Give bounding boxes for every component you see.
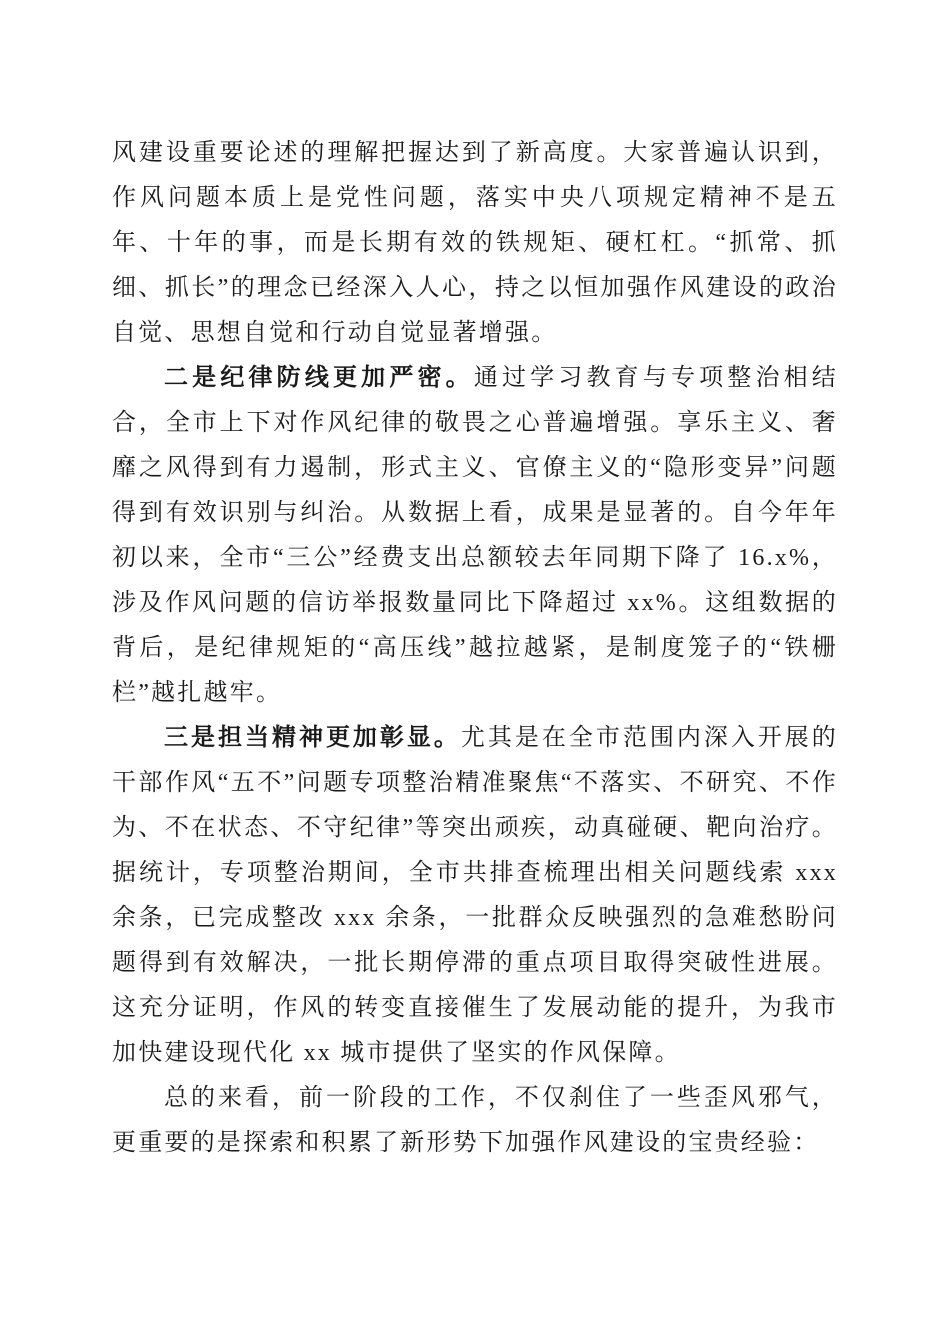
paragraph-point-three xyxy=(112,716,838,1076)
paragraph-text: 风建设重要论述的理解把握达到了新高度。大家普遍认识到，作风问题本质上是党性问题，落实中央八项规定精神不是五年、十年的事，而是长期有效的铁规矩、硬杠杠。“抓常、抓细、抓长”的理念已经深入人心，持之以恒加强作风建设的政治自觉、思想自觉和行动自觉显著增强。 xyxy=(112,140,838,346)
paragraph-summary xyxy=(112,1076,838,1166)
document-page xyxy=(112,0,838,1166)
paragraph-text: 尤其是在全市范围内深入开展的干部作风“五不”问题专项整治精准聚焦“不落实、不研究、不作为、不在状态、不守纪律”等突出顽疾，动真碰硬、靶向治疗。据统计，专项整治期间，全市共排查梳理出相关问题线索 xxx 余条，已完成整改 xxx 余条，一批群众反映强烈的急难愁盼问题得到有效解决，一批长期停滞的重点项目取得突破性进展。这充分证明，作风的转变直接催生了发展动能的提升，为我市加快建设现代化 xx 城市提供了坚实的作风保障。 xyxy=(112,725,838,1066)
paragraph-continuation xyxy=(112,131,838,356)
paragraph-lead: 二是纪律防线更加严密。 xyxy=(164,365,474,391)
paragraph-point-two xyxy=(112,356,838,716)
paragraph-text: 总的来看，前一阶段的工作，不仅刹住了一些歪风邪气，更重要的是探索和积累了新形势下加强作风建设的宝贵经验： xyxy=(112,1085,838,1156)
paragraph-lead: 三是担当精神更加彰显。 xyxy=(164,725,461,751)
paragraph-text: 通过学习教育与专项整治相结合，全市上下对作风纪律的敬畏之心普遍增强。享乐主义、奢靡之风得到有力遏制，形式主义、官僚主义的“隐形变异”问题得到有效识别与纠治。从数据上看，成果是显著的。自今年年初以来，全市“三公”经费支出总额较去年同期下降了 16.x%，涉及作风问题的信访举报数量同比下降超过 xx%。这组数据的背后，是纪律规矩的“高压线”越拉越紧，是制度笼子的“铁栅栏”越扎越牢。 xyxy=(112,365,838,706)
